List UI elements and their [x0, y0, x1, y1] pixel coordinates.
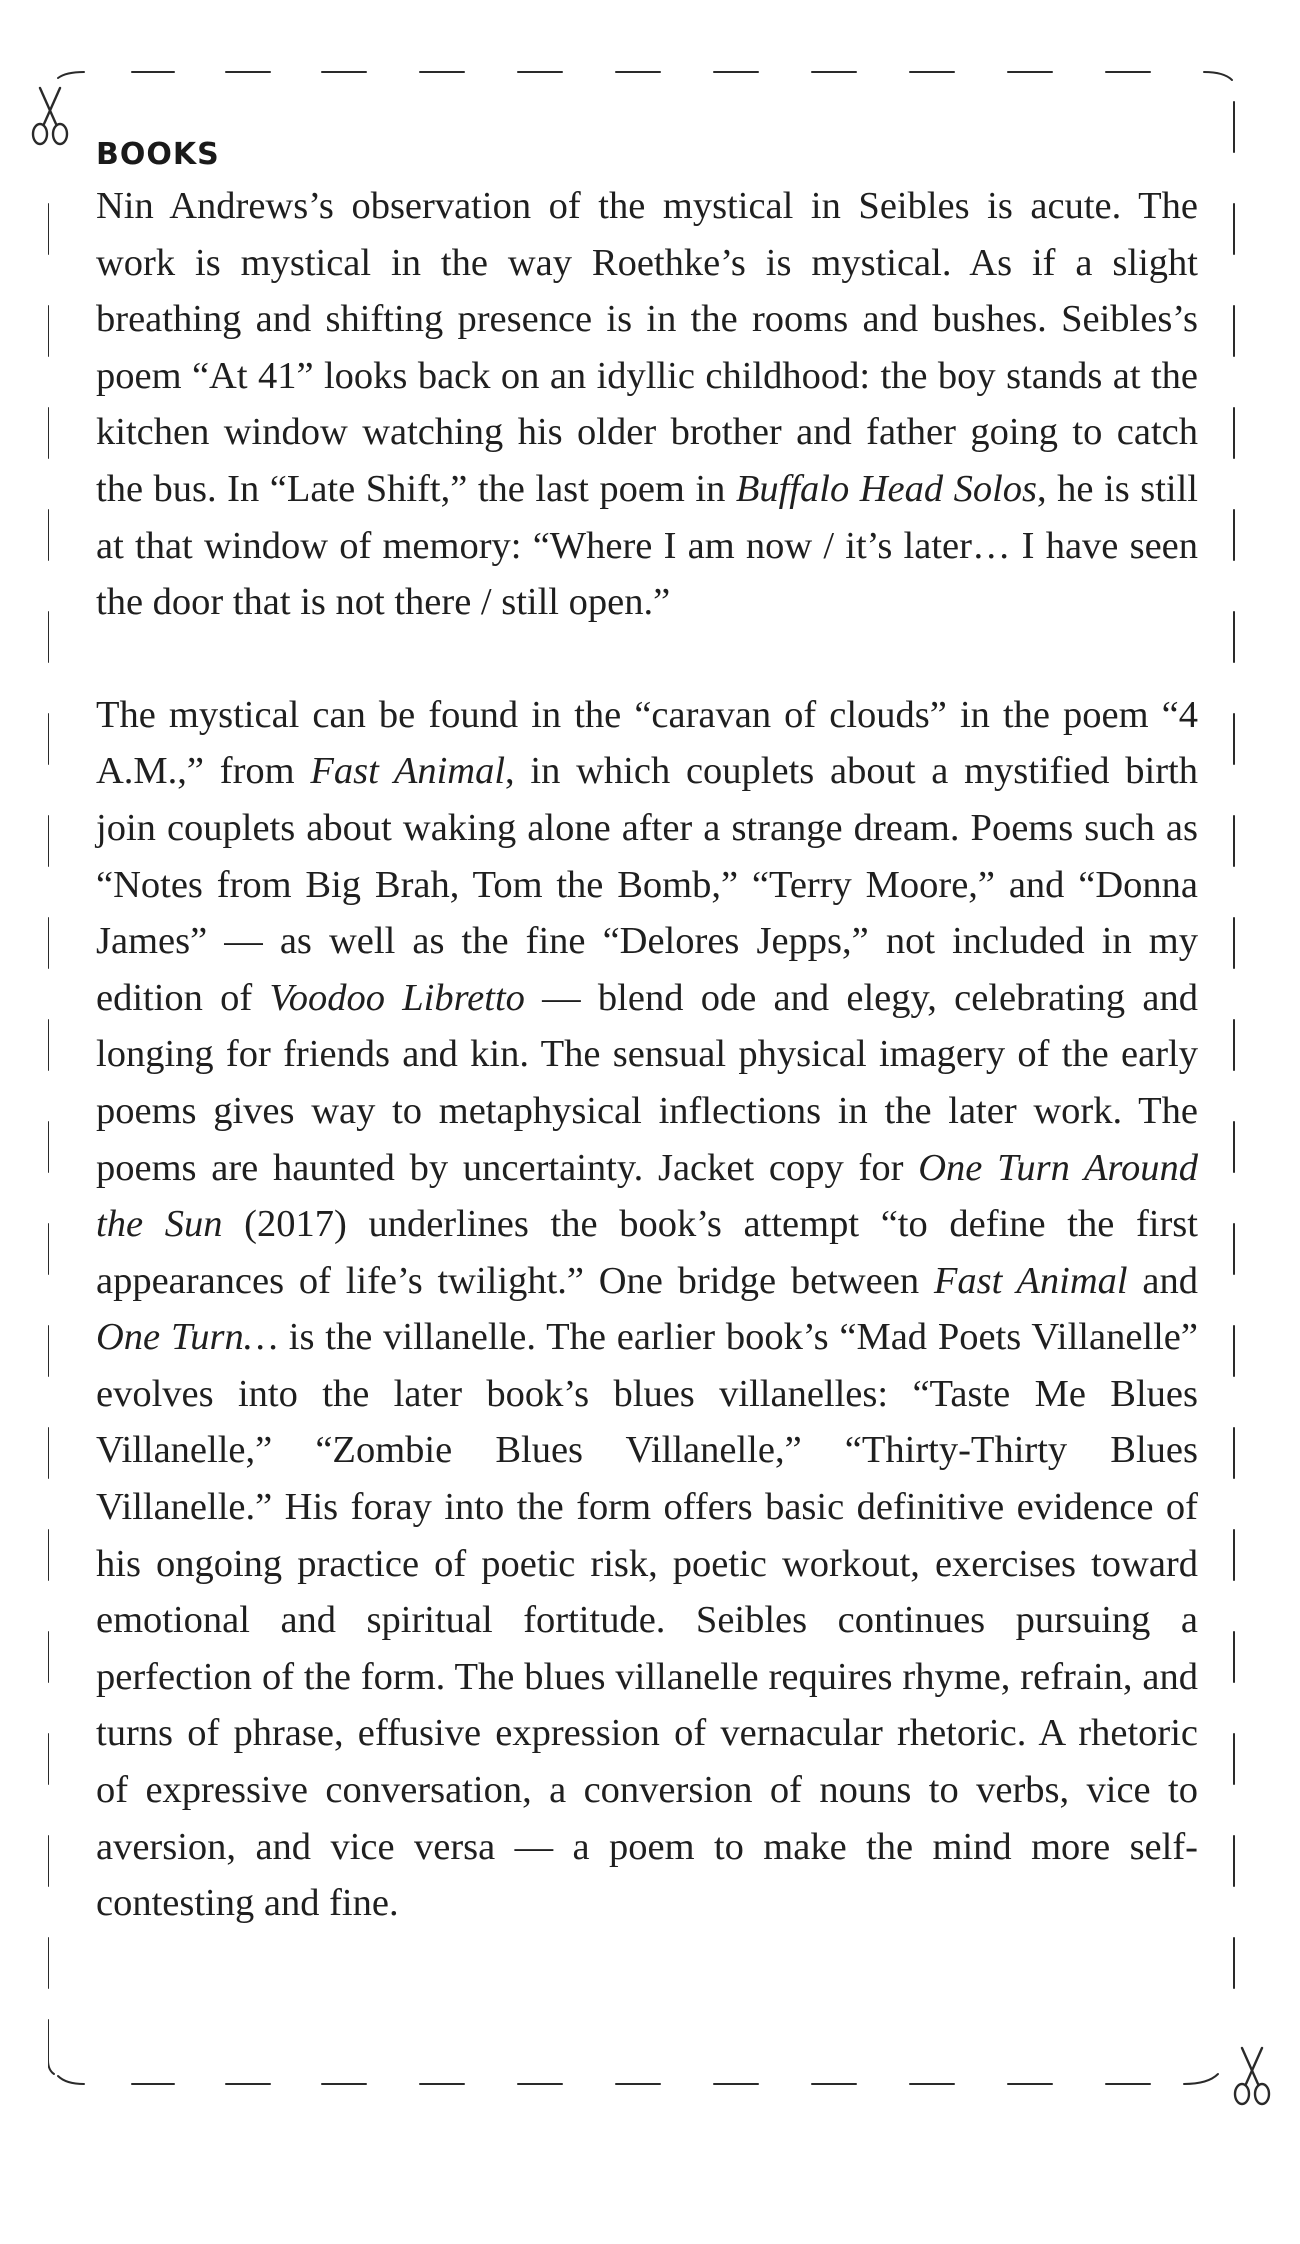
italic-title-text: Voodoo Libretto	[269, 976, 525, 1019]
scissors-icon	[1228, 2044, 1276, 2108]
body-text: (2017) underlines the book’s attempt “to define the first appearances of life’s twilight.” One bridge between	[96, 1203, 1198, 1302]
italic-title-text: One Turn…	[96, 1316, 278, 1359]
italic-title-text: Buffalo Head Solos	[735, 467, 1038, 510]
section-heading: BOOKS	[96, 137, 220, 172]
body-text: and	[1127, 1259, 1198, 1302]
italic-title-text: Fast Animal	[933, 1259, 1128, 1302]
paragraph	[96, 687, 1198, 1932]
body-text: , in which couplets about a mystified birth join couplets about waking alone after a strange dream. Poems such as “Notes from Big Brah, Tom the Bomb,” “Terry Moore,” and “Donna James” — as well as the fine “Delores Jepps,” not included in my edition of	[96, 750, 1198, 1019]
italic-title-text: Fast Animal	[310, 750, 506, 793]
italic-title-text: One Turn Around the Sun	[96, 1146, 1198, 1246]
body-text: , he is still at that window of memory: “Where I am now / it’s later… I have seen the door that is not there / still open.”	[96, 467, 1198, 624]
body-text: is the villanelle. The earlier book’s “Mad Poets Villanelle” evolves into the later book’s blues villanelles: “Taste Me Blues Villanelle,” “Zombie Blues Villanelle,” “Thirty-Thirty Blues Villanelle.” His foray into the form offers basic definitive evidence of his ongoing practice of poetic risk, poetic workout, exercises toward emotional and spiritual fortitude. Seibles continues pursuing a perfection of the form. The blues villanelle requires rhyme, refrain, and turns of phrase, effusive expression of vernacular rhetoric. A rhetoric of expressive conversation, a conversion of nouns to verbs, vice to aversion, and vice versa — a poem to make the mind more self-contesting and fine.	[96, 1316, 1198, 1925]
body-text: The mystical can be found in the “caravan of clouds” in the poem “4 A.M.,” from	[96, 693, 1198, 793]
body-text: — blend ode and elegy, celebrating and longing for friends and kin. The sensual physical imagery of the early poems gives way to metaphysical inflections in the later work. The poems are haunted by uncertainty. Jacket copy for	[96, 976, 1199, 1189]
body-text: Nin Andrews’s observation of the mystical in Seibles is acute. The work is mystical in the way Roethke’s is mystical. As if a slight breathing and shifting presence is in the rooms and bushes. Seibles’s poem “At 41” looks back on an idyllic childhood: the boy stands at the kitchen window watching his older brother and father going to catch the bus. In “Late Shift,” the last poem in	[96, 185, 1198, 510]
scissors-icon	[26, 84, 74, 148]
article-body	[96, 138, 1198, 1932]
paragraph	[96, 178, 1198, 631]
